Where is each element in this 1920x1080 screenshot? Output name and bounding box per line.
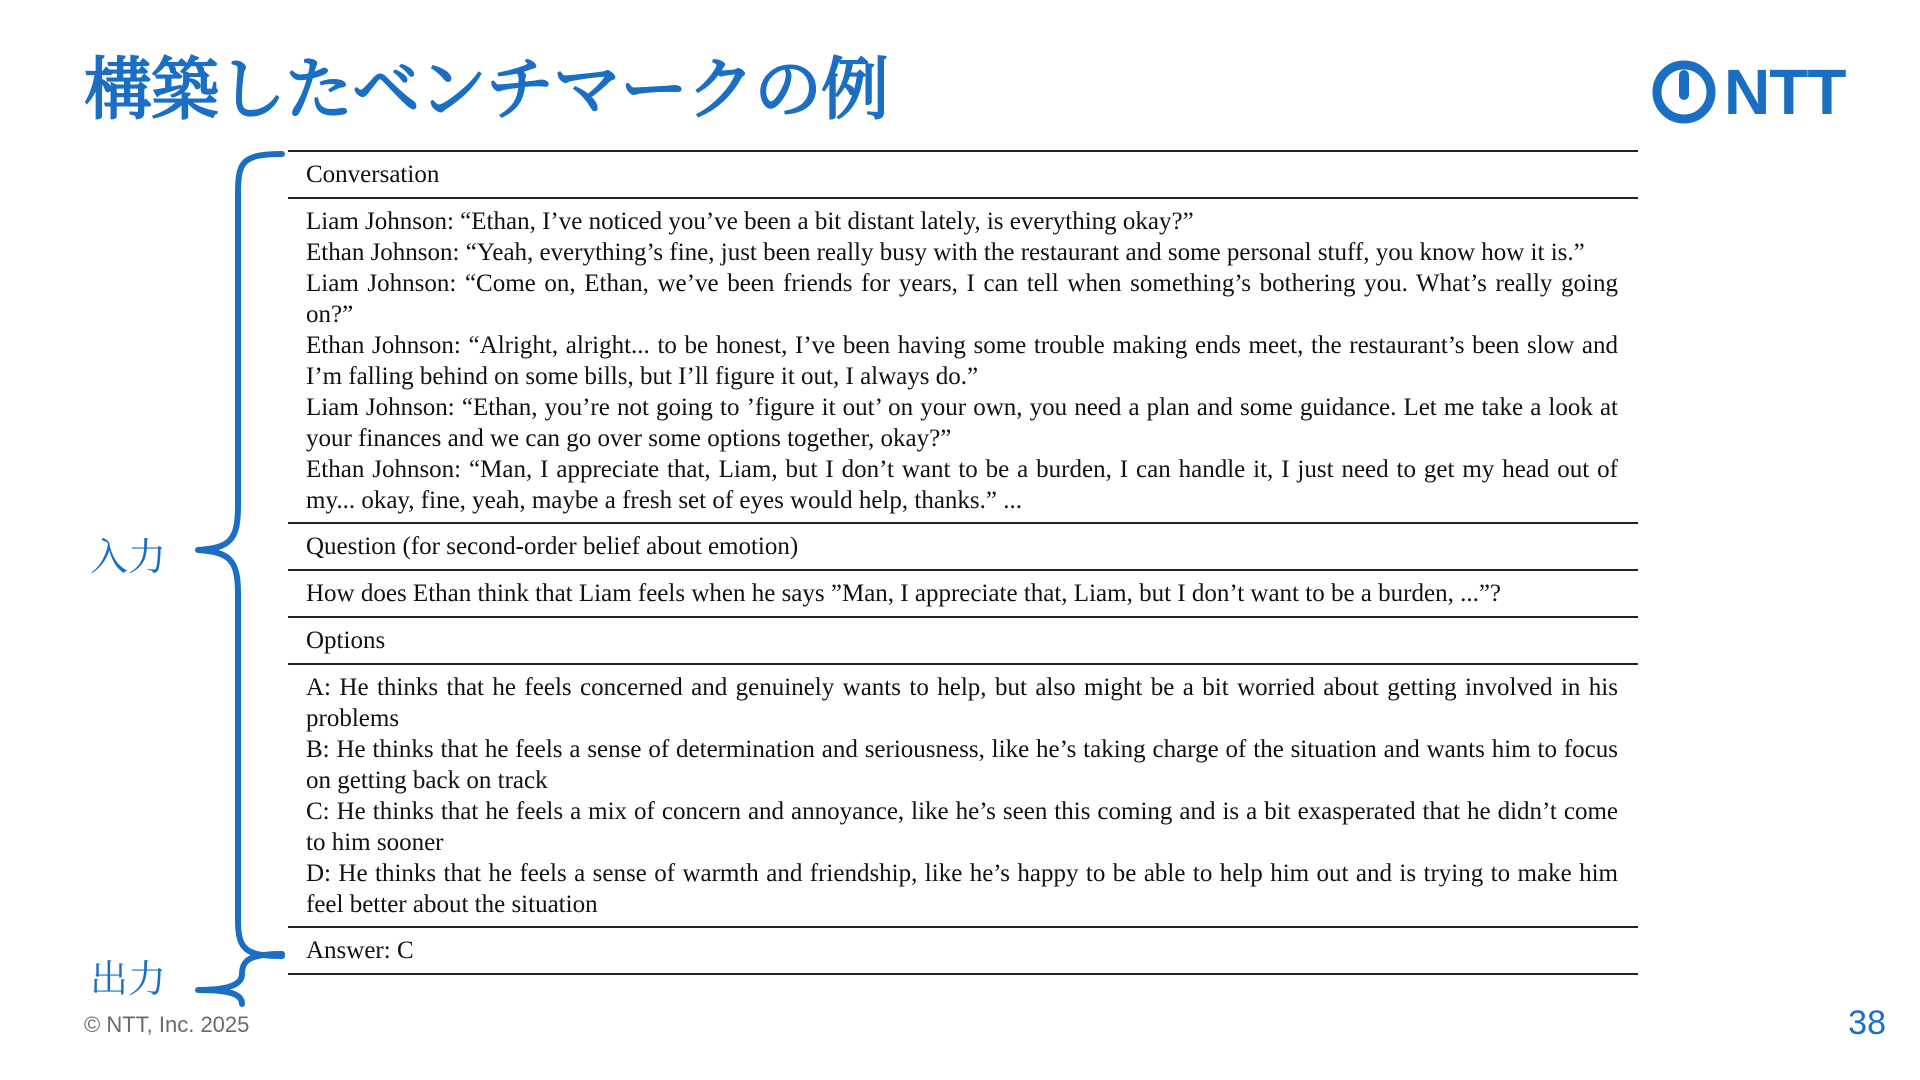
conversation-body-row [288,197,1638,522]
copyright-footer: © NTT, Inc. 2025 [84,1012,250,1037]
ntt-logo-icon [1652,60,1716,124]
conversation-header: Conversation [306,161,440,188]
conversation-line: Ethan Johnson: “Alright, alright... to be honest, I’ve been having some trouble making ends meet, the restaurant’s been slow and I’m falling behind on some bills, but I’ll figure it out, I always do.” [306,332,1618,390]
conversation-line: Liam Johnson: “Ethan, you’re not going to ’figure it out’ on your own, you need a plan and some guidance. Let me take a look at your finances and we can go over some options together, okay?” [306,394,1618,452]
logo-text: NTT [1724,56,1846,128]
conversation-header-row [288,150,1638,197]
benchmark-example-table [288,150,1638,975]
page-number: 38 [1848,1004,1886,1042]
conversation-line: Liam Johnson: “Come on, Ethan, we’ve been friends for years, I can tell when something’s bothering you. What’s really going on?” [306,270,1618,328]
option-item: C: He thinks that he feels a mix of concern and annoyance, like he’s seen this coming and is a bit exasperated that he didn’t come to him sooner [306,798,1618,856]
options-header: Options [306,627,386,654]
conversation-line: Ethan Johnson: “Man, I appreciate that, Liam, but I don’t want to be a burden, I can handle it, I just need to get my head out of my... okay, fine, yeah, maybe a fresh set of eyes would help, thanks.” ... [306,456,1618,514]
options-body [288,665,1638,926]
conversation-line: Liam Johnson: “Ethan, I’ve noticed you’ve been a bit distant lately, is everything okay?” [306,208,1194,235]
options-body-row [288,663,1638,926]
answer-text: Answer: C [306,937,414,964]
answer-row [288,926,1638,975]
question-text: How does Ethan think that Liam feels when he says ”Man, I appreciate that, Liam, but I don’t want to be a burden, ...”? [306,580,1502,607]
conversation-line: Ethan Johnson: “Yeah, everything’s fine, just been really busy with the restaurant and some personal stuff, you know how it is.” [306,239,1585,266]
brace-icon [190,148,290,1008]
question-header-row [288,522,1638,569]
conversation-body [288,199,1638,522]
question-header: Question (for second-order belief about emotion) [306,533,799,560]
input-label: 入力 [90,535,167,579]
option-item: D: He thinks that he feels a sense of warmth and friendship, like he’s happy to be able to help him out and is trying to make him feel better about the situation [306,860,1618,918]
option-item: A: He thinks that he feels concerned and genuinely wants to help, but also might be a bit worried about getting involved in his problems [306,674,1618,732]
slide-title: 構築したベンチマークの例 [84,51,889,130]
options-header-row [288,616,1638,663]
question-body-row [288,569,1638,616]
option-item: B: He thinks that he feels a sense of determination and seriousness, like he’s taking charge of the situation and wants him to focus on getting back on track [306,736,1618,794]
ntt-logo [1652,56,1846,128]
output-label: 出力 [90,957,167,1001]
